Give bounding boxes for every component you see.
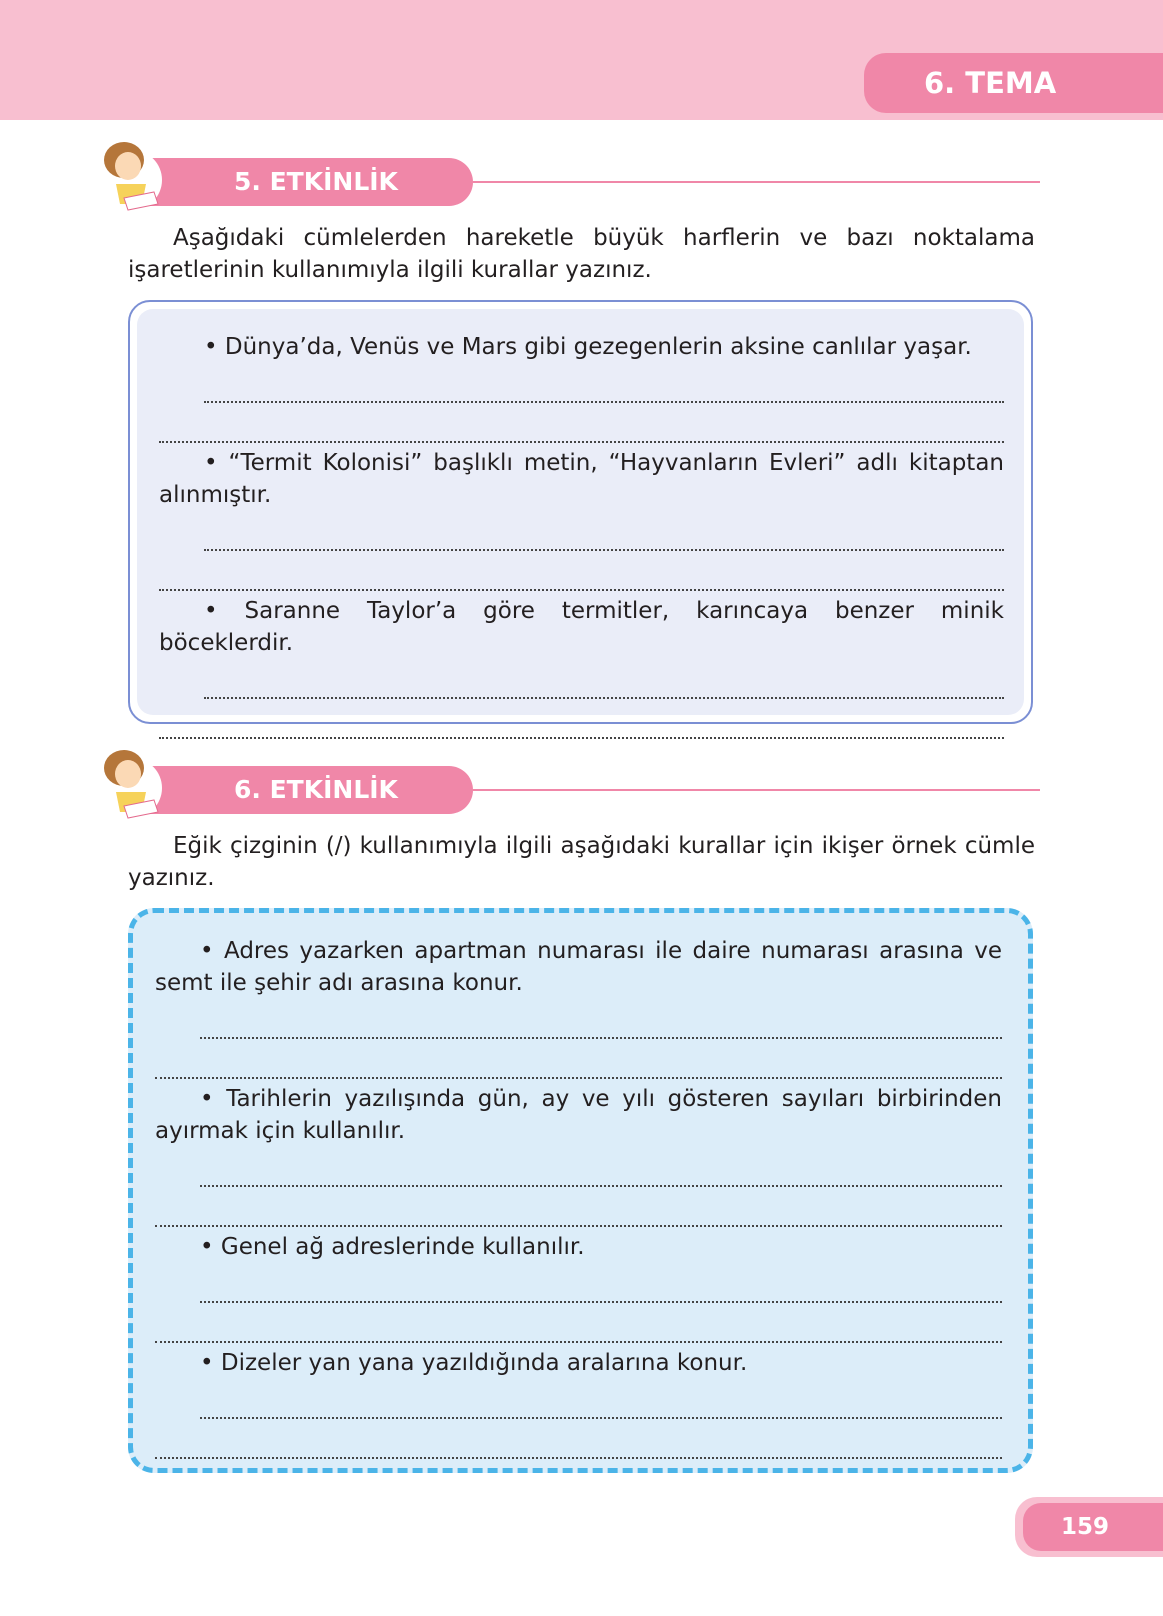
- sentence-item: • Saranne Taylor’a göre termitler, karıncaya benzer minik böceklerdir.: [159, 598, 1004, 656]
- answer-line[interactable]: [155, 1187, 1002, 1227]
- answer-line[interactable]: [204, 363, 1004, 403]
- divider: [473, 181, 1040, 183]
- sentence-item: • Dünya’da, Venüs ve Mars gibi gezegenlerin aksine canlılar yaşar.: [204, 334, 972, 360]
- page-number-tab: [1015, 1497, 1163, 1557]
- rule-item: • Adres yazarken apartman numarası ile daire numarası arasına ve semt ile şehir adı arasına konur.: [155, 938, 1002, 996]
- answer-line[interactable]: [159, 403, 1004, 443]
- rule-item: • Genel ağ adreslerinde kullanılır.: [200, 1234, 585, 1260]
- answer-line[interactable]: [204, 659, 1004, 699]
- girl-character-icon: [88, 740, 168, 820]
- answer-line[interactable]: [155, 1419, 1002, 1459]
- activity-5-header: [88, 152, 1038, 212]
- answer-line[interactable]: [200, 999, 1002, 1039]
- answer-line[interactable]: [155, 1039, 1002, 1079]
- rule-item: • Dizeler yan yana yazıldığında aralarına konur.: [200, 1350, 748, 1376]
- activity-6-box: [128, 908, 1033, 1473]
- page-number: 159: [1023, 1503, 1163, 1551]
- answer-line[interactable]: [200, 1379, 1002, 1419]
- sentence-item: • “Termit Kolonisi” başlıklı metin, “Hayvanların Evleri” adlı kitaptan alınmıştır.: [159, 450, 1004, 508]
- answer-line[interactable]: [204, 511, 1004, 551]
- theme-label: 6. TEMA: [864, 53, 1163, 113]
- divider: [473, 789, 1040, 791]
- activity-6-header: [88, 760, 1038, 820]
- activity-5-instruction: Aşağıdaki cümlelerden hareketle büyük harflerin ve bazı noktalama işaretlerinin kullanımıyla ilgili kurallar yazınız.: [128, 225, 1035, 283]
- answer-line[interactable]: [155, 1303, 1002, 1343]
- activity-5-box: [128, 300, 1033, 724]
- girl-character-icon: [88, 132, 168, 212]
- activity-title: 6. ETKİNLİK: [148, 766, 473, 814]
- rule-item: • Tarihlerin yazılışında gün, ay ve yılı gösteren sayıları birbirinden ayırmak için kullanılır.: [155, 1086, 1002, 1144]
- activity-title: 5. ETKİNLİK: [148, 158, 473, 206]
- activity-6-instruction: Eğik çizginin (/) kullanımıyla ilgili aşağıdaki kurallar için ikişer örnek cümle yazınız.: [128, 833, 1035, 891]
- answer-line[interactable]: [200, 1263, 1002, 1303]
- answer-line[interactable]: [159, 699, 1004, 739]
- answer-line[interactable]: [200, 1147, 1002, 1187]
- answer-line[interactable]: [159, 551, 1004, 591]
